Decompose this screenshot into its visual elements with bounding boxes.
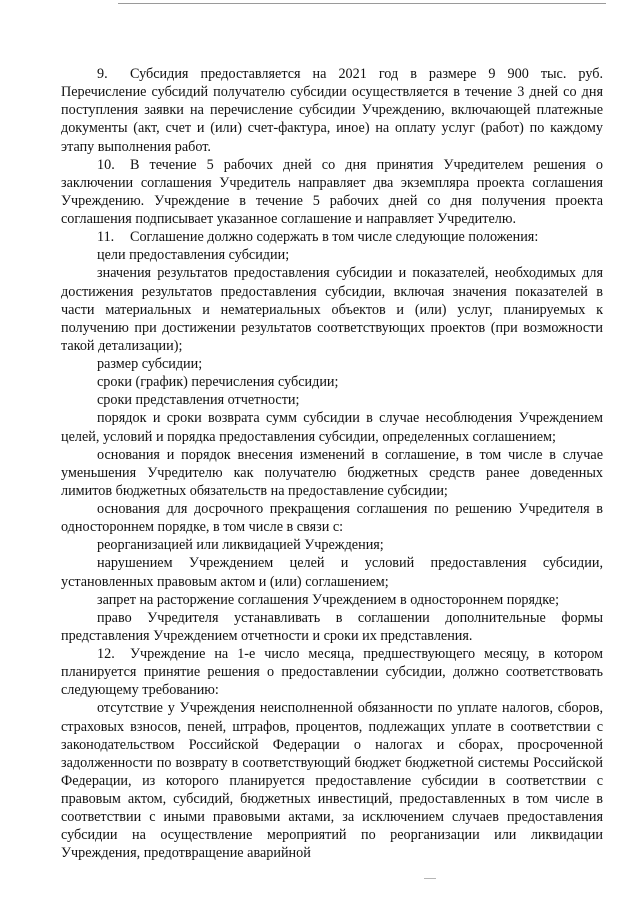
list-item-amount: размер субсидии;	[97, 356, 203, 372]
paragraph-11	[61, 228, 603, 246]
list-item-amendments: основания и порядок внесения изменений в соглашение, в том числе в случае уменьшения Учредителю как получателю бюджетных средств ранее доведенных лимитов бюджетных обязательств на предоставление субсидии;	[61, 446, 603, 499]
list-item-schedule: сроки (график) перечисления субсидии;	[97, 374, 339, 391]
paragraph-number: 9.	[97, 66, 108, 82]
paragraph-text: Соглашение должно содержать в том числе следующие положения:	[130, 229, 539, 246]
list-item-no-debt: отсутствие у Учреждения неисполненной обязанности по уплате налогов, сборов, страховых взносов, пеней, штрафов, процентов, подлежащих уплате в соответствии с законодательством Российской Федерации о налогах и сборах, просроченной задолженности по возврату в соответствующий бюджет бюджетной системы Российской Федерации, из которого планируется предоставление субсидии в соответствии с правовым актом, субсидий, бюджетных инвестиций, предоставленных в том числе в соответствии с иными правовыми актами, за исключением случаев предоставления субсидии на осуществление мероприятий по реорганизации или ликвидации Учреждения, предотвращение аварийной	[61, 700, 603, 862]
document-body	[61, 65, 603, 863]
list-item-additional-forms: право Учредителя устанавливать в соглашении дополнительные формы представления Учреждением отчетности и сроки их представления.	[61, 609, 603, 644]
list-item-prohibition: запрет на расторжение соглашения Учреждением в одностороннем порядке;	[97, 591, 560, 608]
list-item-violation: нарушением Учреждением целей и условий предоставления субсидии, установленных правовым актом и (или) соглашением;	[61, 555, 603, 590]
list-item-reorganization: реорганизацией или ликвидацией Учреждения;	[97, 537, 384, 554]
page-top-edge	[118, 0, 606, 4]
list-item-refund: порядок и сроки возврата сумм субсидии в случае несоблюдения Учреждением целей, условий и порядка предоставления субсидии, определенных соглашением;	[61, 410, 603, 445]
paragraph-number: 12.	[97, 646, 115, 662]
paragraph-text: Субсидия предоставляется на 2021 год в размере 9 900 тыс. руб. Перечисление субсидий получателю субсидии осуществляется в течение 3 дней со дня поступления заявки на перечисление субсидии Учреждению, включающей платежные документы (акт, счет и (или) счет-фактура, иное) на оплату услуг (работ) по каждому этапу выполнения работ.	[61, 66, 603, 155]
list-item-results: значения результатов предоставления субсидии и показателей, необходимых для достижения результатов предоставления субсидии, включая значения показателей в части материальных и нематериальных объектов и (или) услуг, планируемых к получению при достижении результатов соответствующих проектов (при возможности такой детализации);	[61, 265, 603, 354]
list-item-reporting-terms: сроки представления отчетности;	[97, 392, 300, 409]
list-item-goals: цели предоставления субсидии;	[97, 247, 290, 264]
paragraph-text: Учреждение на 1-е число месяца, предшествующего месяцу, в котором планируется принятие решения о предоставлении субсидии, должно соответствовать следующему требованию:	[61, 646, 603, 699]
list-item-termination: основания для досрочного прекращения соглашения по решению Учредителя в одностороннем порядке, в том числе в связи с:	[61, 501, 603, 536]
paragraph-12	[61, 645, 603, 699]
paragraph-9	[61, 65, 603, 156]
paragraph-number: 10.	[97, 156, 115, 173]
paragraph-10	[61, 156, 603, 229]
paragraph-text: В течение 5 рабочих дней со дня принятия Учредителем решения о заключении соглашения Учредитель направляет два экземпляра проекта соглашения Учреждению. Учреждение в течение 5 рабочих дней со дня получения проекта соглашения подписывает указанное соглашение и направляет Учредителю.	[61, 156, 603, 227]
paragraph-number: 11.	[97, 229, 115, 246]
scan-artifact-mark	[424, 878, 436, 879]
